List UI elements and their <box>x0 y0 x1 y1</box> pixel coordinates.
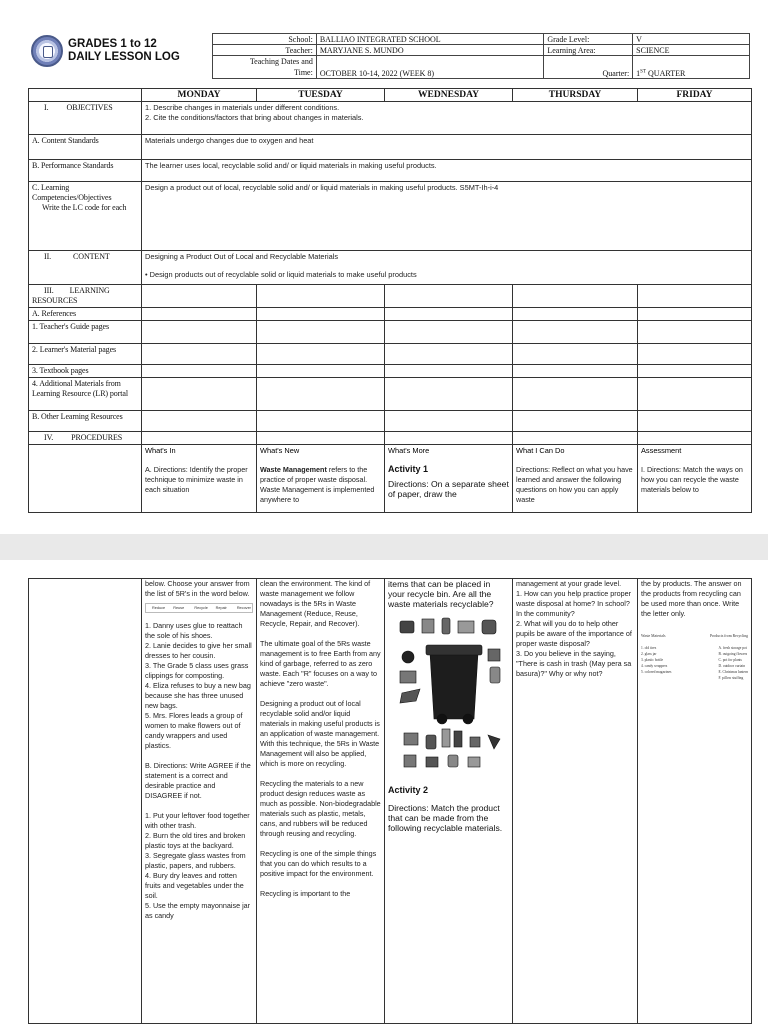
ref-thu <box>513 308 638 321</box>
tg-thu <box>513 321 638 344</box>
mon-proc-cell <box>142 445 257 513</box>
content-standards-text: Materials undergo changes due to oxygen and heat <box>142 135 752 160</box>
tire-icon <box>402 651 414 663</box>
olr-mon <box>142 411 257 432</box>
content-label <box>29 251 142 285</box>
thu-proc-cell <box>513 445 638 513</box>
objectives-title: OBJECTIVES <box>66 103 113 112</box>
match-right-item: D. outdoor curtain <box>718 664 745 668</box>
word-bank-item: Repair <box>215 606 227 610</box>
other-resources-row <box>29 411 752 432</box>
match-right-item: A. fresh storage pot <box>718 646 747 650</box>
ref-tue <box>257 308 385 321</box>
thu-question: 1. How can you help practice proper waste disposal at home? In school? In the community? <box>516 589 632 618</box>
match-left-item: 5. colored magazines <box>641 670 672 674</box>
ref-wed <box>385 308 513 321</box>
mon-item: 2. Lanie decides to give her small dresses to her cousin. <box>145 641 252 660</box>
school-value: BALLIAO INTEGRATED SCHOOL <box>316 34 544 45</box>
mon-part-b: B. Directions: Write AGREE if the statement is a correct and desirable practice and DISAGREE if not. <box>145 761 251 800</box>
tue-proc-text-wrap <box>260 465 381 505</box>
lm-thu <box>513 344 638 365</box>
tue-para-1: clean the environment. The kind of waste management we follow nowadays is the 5Rs in Waste Management (Reduce, Reuse, Recycle, Repair, and Recover). <box>260 579 371 628</box>
word-bank-item: Recycle <box>194 606 208 610</box>
lr-mon <box>142 285 257 308</box>
match-left-column <box>641 645 671 681</box>
grade-value: V <box>633 34 750 45</box>
cup-icon <box>400 671 416 683</box>
match-right-item: C. pot for plants <box>718 658 742 662</box>
school-label: School: <box>213 34 317 45</box>
tb-thu <box>513 365 638 378</box>
title-line-2: DAILY LESSON LOG <box>68 51 180 63</box>
mon-cont-intro: below. Choose your answer from the list of 5R's in the word below. <box>145 579 250 598</box>
teacher-value: MARYJANE S. MUNDO <box>316 45 544 56</box>
tue-para-6: Recycling is important to the <box>260 889 351 898</box>
wed-activity-2-title: Activity 2 <box>388 785 429 795</box>
objectives-num: I. <box>44 103 49 112</box>
quarter-label: Quarter: <box>544 56 633 79</box>
tg-wed <box>385 321 513 344</box>
jar-icon <box>482 620 496 634</box>
proc-blank <box>29 445 142 513</box>
bag-icon <box>400 689 420 703</box>
word-bank-item: Reduce <box>152 606 166 610</box>
olr-thu <box>513 411 638 432</box>
wed-proc-head: What's More <box>388 446 430 455</box>
mon-b-item: 4. Bury dry leaves and rotten fruits and vegetables under the soil. <box>145 871 244 900</box>
day-tuesday: TUESDAY <box>257 89 385 102</box>
olr-wed <box>385 411 513 432</box>
match-right-item: B. outgoing flowers <box>718 652 748 656</box>
tg-label: 1. Teacher's Guide pages <box>29 321 142 344</box>
proc-blank-continued <box>29 579 142 1024</box>
tue-proc-text: refers to the practice of proper waste disposal. Waste Management is implemented anywhere to <box>260 465 375 504</box>
recyclables-illustration <box>396 615 513 775</box>
tb-mon <box>142 365 257 378</box>
match-left-item: 3. plastic bottle <box>641 658 664 662</box>
wed-cont-text: items that can be placed in your recycle bin. Are all the waste materials recyclable? <box>388 579 494 609</box>
procedures-content-row <box>29 445 752 513</box>
match-left-item: 1. old tires <box>641 646 657 650</box>
thu-proc-text: Directions: Reflect on what you have learned and answer the following questions on how you can apply waste <box>516 465 633 504</box>
teacher-label: Teacher: <box>213 45 317 56</box>
mon-b-item: 3. Segregate glass wastes from plastic, papers, and rubbers. <box>145 851 246 870</box>
content-row <box>29 251 752 285</box>
tue-para-2: The ultimate goal of the 5Rs waste management is to free Earth from any kind of garbage, referred to as zero waste. Each "R" focuses on a way to achieve "zero waste". <box>260 639 381 688</box>
lm-tue <box>257 344 385 365</box>
mon-item: 1. Danny uses glue to reattach the sole of his shoes. <box>145 621 243 640</box>
area-value: SCIENCE <box>633 45 750 56</box>
tue-proc-cell <box>257 445 385 513</box>
day-header-row <box>29 89 752 102</box>
fri-cont-cell <box>638 579 752 1024</box>
paper-icon <box>458 621 474 633</box>
grade-label: Grade Level: <box>544 34 633 45</box>
objective-2: 2. Cite the conditions/factors that bring about changes in materials. <box>145 113 364 122</box>
word-bank-box <box>145 603 253 613</box>
mon-cont-cell <box>142 579 257 1024</box>
other-resources-label: B. Other Learning Resources <box>29 411 142 432</box>
tg-row <box>29 321 752 344</box>
quarter-sup: ST <box>640 69 647 75</box>
thu-question: 3. Do you believe in the saying, "There is cash in trash (May pera sa basura)?" Why or why not? <box>516 649 632 678</box>
tue-para-5: Recycling is one of the simple things that you can do which results to a positive impact for the environment. <box>260 849 377 878</box>
content-text-2: • Design products out of recyclable solid or liquid materials to make useful products <box>145 270 417 279</box>
mon-item: 3. The Grade 5 class uses grass clippings for composting. <box>145 661 249 680</box>
mon-proc-text: A. Directions: Identify the proper technique to minimize waste in each situation <box>145 465 248 494</box>
content-standards-row <box>29 135 752 160</box>
tg-mon <box>142 321 257 344</box>
mon-b-item: 1. Put your leftover food together with other trash. <box>145 811 250 830</box>
header-info-table <box>212 33 750 79</box>
competencies-label-2: Write the LC code for each <box>42 203 127 212</box>
match-left-item: 2. glass jar <box>641 652 657 656</box>
mon-item: 4. Eliza refuses to buy a new bag because she has three unused new bags. <box>145 681 251 710</box>
proc-mon <box>142 432 257 445</box>
match-head-left: Waste Materials <box>641 634 666 638</box>
proc-wed <box>385 432 513 445</box>
fri-proc-head: Assessment <box>641 446 682 455</box>
performance-standards-label: B. Performance Standards <box>29 160 142 182</box>
wed-activity-2-text: Directions: Match the product that can be made from the following recyclable materials. <box>388 803 503 833</box>
tg-fri <box>638 321 752 344</box>
proc-title: PROCEDURES <box>71 433 123 442</box>
olr-tue <box>257 411 385 432</box>
thu-cont-cell <box>513 579 638 1024</box>
wed-proc-text: Directions: On a separate sheet of paper, draw the <box>388 479 509 499</box>
am-wed <box>385 378 513 411</box>
fri-proc-cell <box>638 445 752 513</box>
tb-tue <box>257 365 385 378</box>
dates-label-1: Teaching Dates and <box>249 57 313 66</box>
proc-thu <box>513 432 638 445</box>
title-line-1: GRADES 1 to 12 <box>68 38 157 50</box>
recycle-bin-icon <box>430 653 478 719</box>
references-row <box>29 308 752 321</box>
additional-materials-label: 4. Additional Materials from Learning Resource (LR) portal <box>29 378 142 411</box>
tue-proc-head: What's New <box>260 446 300 455</box>
ref-fri <box>638 308 752 321</box>
quarter-text: QUARTER <box>646 69 686 78</box>
page-2 <box>0 560 768 1024</box>
fri-cont-text: the by products. The answer on the products from recycling can be used more than once. Write the letter only. <box>641 579 742 618</box>
day-monday: MONDAY <box>142 89 257 102</box>
procedures-row <box>29 432 752 445</box>
lm-label: 2. Learner's Material pages <box>29 344 142 365</box>
competencies-row <box>29 182 752 251</box>
bottle-icon <box>442 618 450 634</box>
tue-cont-cell <box>257 579 385 1024</box>
tue-para-3: Designing a product out of local recyclable solid and/or liquid materials in making useful products is an application of waste management. With this technique, the 5Rs in Waste Management will also be applied, which is more on recycling. <box>260 699 380 768</box>
mon-b-item: 2. Burn the old tires and broken plastic toys at the backyard. <box>145 831 246 850</box>
tg-tue <box>257 321 385 344</box>
tb-fri <box>638 365 752 378</box>
blank-corner <box>29 89 142 102</box>
proc-fri <box>638 432 752 445</box>
match-left-item: 4. candy wrappers <box>641 664 668 668</box>
lm-wed <box>385 344 513 365</box>
references-label: A. References <box>29 308 142 321</box>
proc-tue <box>257 432 385 445</box>
learning-resources-label <box>29 285 142 308</box>
lm-row <box>29 344 752 365</box>
learning-resources-row <box>29 285 752 308</box>
proc-num: IV. <box>44 433 54 442</box>
match-head-right: Products from Recycling <box>710 634 748 638</box>
objectives-text <box>142 102 752 135</box>
wed-activity-1-title: Activity 1 <box>388 464 429 474</box>
lr-wed <box>385 285 513 308</box>
content-num: II. <box>44 252 52 261</box>
textbook-row <box>29 365 752 378</box>
content-standards-label: A. Content Standards <box>29 135 142 160</box>
content-text <box>142 251 752 285</box>
procedures-content-row-continued <box>29 579 752 1024</box>
word-bank-item: Recover <box>236 606 251 610</box>
performance-standards-text: The learner uses local, recyclable solid and/ or liquid materials in making useful products. <box>142 160 752 182</box>
objective-1: 1. Describe changes in materials under different conditions. <box>145 103 340 112</box>
procedures-label <box>29 432 142 445</box>
wed-proc-cell <box>385 445 513 513</box>
match-right-item: F. pillow stuffing <box>718 676 744 680</box>
dates-value: OCTOBER 10-14, 2022 (WEEK 8) <box>316 56 544 79</box>
textbook-label: 3. Textbook pages <box>29 365 142 378</box>
lm-mon <box>142 344 257 365</box>
dates-label <box>213 56 317 79</box>
content-title: CONTENT <box>73 252 110 261</box>
can-icon <box>422 619 434 633</box>
lesson-log-table <box>28 88 752 513</box>
competencies-text: Design a product out of local, recyclable solid and/ or liquid materials in making useful products. S5MT-Ih-i-4 <box>142 182 752 251</box>
ref-mon <box>142 308 257 321</box>
competencies-label <box>29 182 142 251</box>
day-thursday: THURSDAY <box>513 89 638 102</box>
content-text-1: Designing a Product Out of Local and Recyclable Materials <box>145 252 339 261</box>
matching-table <box>641 645 748 681</box>
lr-title: LEARNING RESOURCES <box>32 286 110 305</box>
lm-fri <box>638 344 752 365</box>
day-wednesday: WEDNESDAY <box>385 89 513 102</box>
matching-table-head <box>641 631 748 641</box>
match-right-column <box>719 645 748 681</box>
lr-fri <box>638 285 752 308</box>
lr-num: III. <box>44 286 54 295</box>
thu-question: 2. What will you do to help other pupils be aware of the importance of proper waste disposal? <box>516 619 632 648</box>
quarter-value <box>633 56 750 79</box>
box-icon <box>400 621 414 633</box>
tue-para-4: Recycling the materials to a new product design reduces waste as much as possible. Non-biodegradable materials such as plastic, metals, cans, and rubbers will be reduced through reusing and recycling. <box>260 779 381 838</box>
am-mon <box>142 378 257 411</box>
mon-proc-head: What's In <box>145 446 176 455</box>
performance-standards-row <box>29 160 752 182</box>
tue-proc-bold: Waste Management <box>260 465 327 474</box>
wed-cont-cell <box>385 579 513 1024</box>
tb-wed <box>385 365 513 378</box>
lr-tue <box>257 285 385 308</box>
area-label: Learning Area: <box>544 45 633 56</box>
additional-materials-row <box>29 378 752 411</box>
competencies-label-1: C. Learning Competencies/Objectives <box>32 183 112 202</box>
olr-fri <box>638 411 752 432</box>
lesson-log-table-continued <box>28 578 752 1024</box>
day-friday: FRIDAY <box>638 89 752 102</box>
objectives-label <box>29 102 142 135</box>
quarter-num: 1 <box>636 69 641 78</box>
dates-label-2: Time: <box>293 68 313 77</box>
am-thu <box>513 378 638 411</box>
mon-item: 5. Mrs. Flores leads a group of women to make flowers out of candy wrappers and used plastics. <box>145 711 243 750</box>
objectives-row <box>29 102 752 135</box>
lr-thu <box>513 285 638 308</box>
am-tue <box>257 378 385 411</box>
fri-proc-text: I. Directions: Match the ways on how you can recycle the waste materials below to <box>641 465 743 494</box>
mon-b-item: 5. Use the empty mayonnaise jar as candy <box>145 901 251 920</box>
document-title <box>68 38 180 64</box>
thu-proc-head: What I Can Do <box>516 446 565 455</box>
thu-cont-intro: management at your grade level. <box>516 579 622 588</box>
am-fri <box>638 378 752 411</box>
word-bank-item: Reuse <box>173 606 185 610</box>
deped-seal-icon <box>31 35 63 67</box>
match-right-item: E. Christmas lantern <box>718 670 748 674</box>
